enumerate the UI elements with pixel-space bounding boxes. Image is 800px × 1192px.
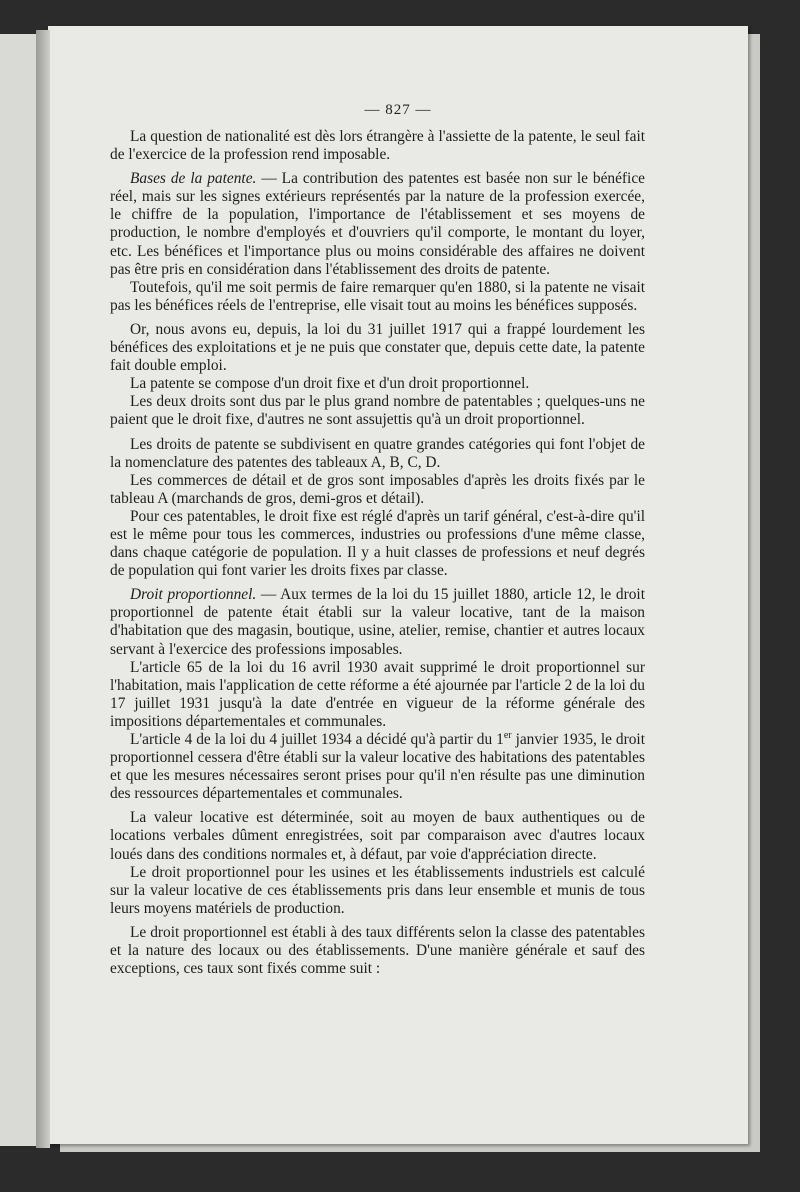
paragraph-tarif-general: Pour ces patentables, le droit fixe est réglé d'après un tarif général, c'est-à-dire qu'il est le même pour tous les commerces, industries ou professions d'une même classe, dans chaque catégorie de population. Il y a huit classes de professions et neuf degrés de population qui font varier les droits fixes par classe. <box>110 507 645 580</box>
section-heading-droit-proportionnel: Droit proportionnel. <box>130 586 257 604</box>
paragraph-article-65: L'article 65 de la loi du 16 avril 1930 avait supprimé le droit proportionnel sur l'habitation, mais l'application de cette réforme a été ajournée par l'article 2 de la loi du 17 juillet 1931 jusqu'à la date d'entrée en vigueur de la réforme générale des impositions départementales et communales. <box>110 658 645 730</box>
paragraph-composition: La patente se compose d'un droit fixe et d'un droit proportionnel. <box>130 375 530 393</box>
paragraph-deux-droits: Les deux droits sont dus par le plus grand nombre de patentables ; quelques-uns ne paient que le droit fixe, d'autres ne sont assujettis qu'à un droit proportionnel. <box>110 393 645 429</box>
paragraph-droit-proportionnel <box>110 586 645 658</box>
paragraph-commerces: Les commerces de détail et de gros sont imposables d'après les droits fixés par le tableau A (marchands de gros, demi-gros et détail). <box>110 471 645 507</box>
book-gutter <box>36 30 50 1148</box>
body-text <box>110 128 645 978</box>
paragraph-article-4-start: L'article 4 de la loi du 4 juillet 1934 a décidé qu'à partir du 1 <box>130 731 504 748</box>
paragraph-article-4-end: janvier 1935, le droit proportionnel cessera d'être établi sur la valeur locative des habitations des patentables et que les mesures nécessaires seront prises pour qu'il n'en résulte pas une diminution des ressources départementales et communales. <box>110 731 645 803</box>
paragraph-toutefois: Toutefois, qu'il me soit permis de faire remarquer qu'en 1880, si la patente ne visait pas les bénéfices réels de l'entreprise, elle visait tout au moins les bénéfices supposés. <box>110 278 645 314</box>
paragraph-valeur-locative: La valeur locative est déterminée, soit au moyen de baux authentiques ou de locations verbales dûment enregistrées, soit par comparaison avec d'autres locaux loués dans des conditions normales et, à défaut, par voie d'appréciation directe. <box>110 809 645 863</box>
paragraph-nationality: La question de nationalité est dès lors étrangère à l'assiette de la patente, le seul fait de l'exercice de la profession rend imposable. <box>110 128 645 164</box>
section-heading-bases: Bases de la patente. <box>130 170 257 188</box>
superscript-er: er <box>503 729 512 741</box>
paragraph-taux: Le droit proportionnel est établi à des taux différents selon la classe des patentables et la nature des locaux ou des établissements. D'une manière générale et sauf des exceptions, ces taux sont fixés comme suit : <box>110 923 645 978</box>
book-page <box>48 26 748 1144</box>
paragraph-loi-1917: Or, nous avons eu, depuis, la loi du 31 juillet 1917 qui a frappé lourdement les bénéfices des exploitations et je ne puis que constater que, depuis cette date, la patente fait double emploi. <box>110 320 645 375</box>
paragraph-bases-text: — La contribution des patentes est basée non sur le bénéfice réel, mais sur les signes extérieurs représentés par la nature de la profession exercée, le chiffre de la population, l'importance de l'établissement et ses moyens de production, le nombre d'employés et d'ouvriers qu'il comporte, le montant du loyer, etc. Les bénéfices et l'importance plus ou moins considérable des affaires ne doivent pas être pris en considération dans l'établissement des droits de patente. <box>110 170 645 278</box>
paragraph-categories: Les droits de patente se subdivisent en quatre grandes catégories qui font l'objet de la nomenclature des patentes des tableaux A, B, C, D. <box>110 435 645 471</box>
paragraph-droit-proportionnel-text: — Aux termes de la loi du 15 juillet 1880, article 12, le droit proportionnel de patente était établi sur la valeur locative, tant de la maison d'habitation que des magasin, boutique, usine, atelier, remise, chantier et autres locaux servant à l'exercice des professions imposables. <box>110 586 645 658</box>
paragraph-usines: Le droit proportionnel pour les usines et les établissements industriels est calculé sur la valeur locative de ces établissements pris dans leur ensemble et munis de tous leurs moyens matériels de production. <box>110 863 645 917</box>
paragraph-article-4 <box>110 731 645 803</box>
facing-page-edge <box>0 34 36 1146</box>
paragraph-bases <box>110 170 645 279</box>
page-number: — 827 — <box>364 102 432 118</box>
